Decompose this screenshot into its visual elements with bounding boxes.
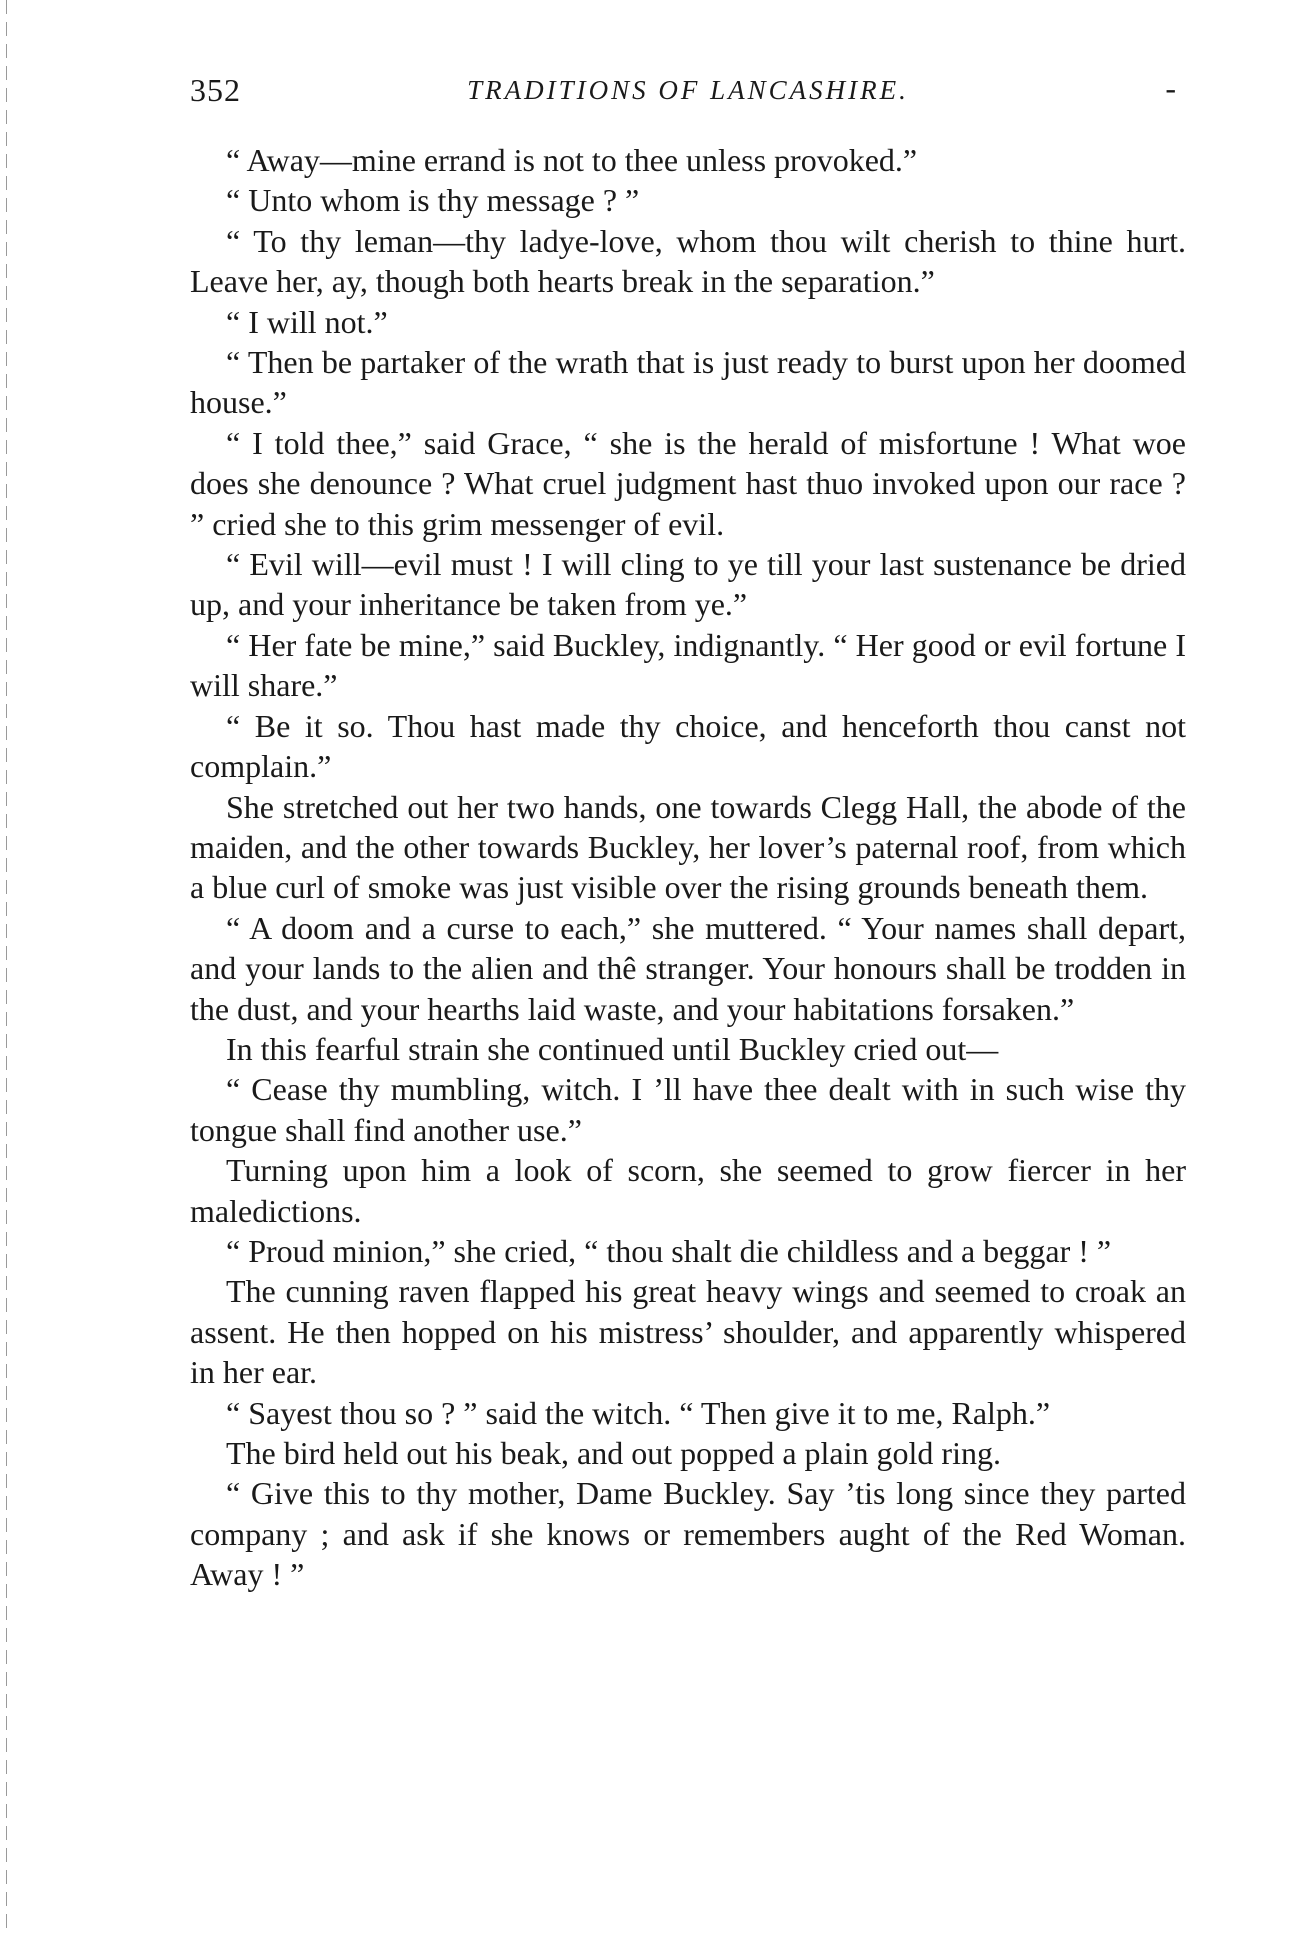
paragraph: “ Proud minion,” she cried, “ thou shalt die childless and a beggar ! ” (226, 1232, 1112, 1269)
running-head-mark: - (1165, 70, 1176, 106)
body-text (190, 140, 1186, 1595)
running-title: TRADITIONS OF LANCASHIRE. (467, 75, 909, 105)
paragraph: The bird held out his beak, and out popped a plain gold ring. (226, 1435, 1001, 1471)
paragraph: “ Away—mine errand is not to thee unless provoked.” (226, 142, 918, 178)
running-head (190, 68, 1186, 112)
paragraph: “ Unto whom is thy message ? ” (226, 182, 640, 219)
paragraph: “ Cease thy mumbling, witch. I ’ll have thee dealt with in such wise thy tongue shall find another use.” (190, 1071, 1186, 1148)
paragraph: “ To thy leman—thy ladye-love, whom thou wilt cherish to thine hurt. Leave her, ay, though both hearts break in the separation.” (190, 222, 1186, 300)
paragraph: “ Sayest thou so ? ” said the witch. “ Then give it to me, Ralph.” (226, 1394, 1051, 1431)
paragraph: “ Her fate be mine,” said Buckley, indignantly. “ Her good or evil fortune I will share.” (190, 626, 1186, 704)
paragraph: She stretched out her two hands, one towards Clegg Hall, the abode of the maiden, and the other towards Buckley, her lover’s paternal roof, from which a blue curl of smoke was just visible over the rising grounds beneath them. (190, 788, 1186, 906)
book-page (190, 68, 1186, 1595)
page-number: 352 (190, 72, 241, 108)
paragraph: “ Evil will—evil must ! I will cling to ye till your last sustenance be dried up, and your inheritance be taken from ye.” (190, 546, 1186, 623)
paragraph: “ I told thee,” said Grace, “ she is the herald of misfortune ! What woe does she denounce ? What cruel judgment hast thuo invoked upon our race ? ” cried she to this grim messenger of evil. (190, 424, 1186, 542)
paragraph: “ Give this to thy mother, Dame Buckley. Say ’tis long since they parted company ; and ask if she knows or remembers aught of the Red Woman. Away ! ” (190, 1475, 1186, 1593)
paragraph: In this fearful strain she continued until Buckley cried out— (226, 1030, 999, 1067)
paragraph: The cunning raven flapped his great heavy wings and seemed to croak an assent. He then hopped on his mistress’ shoulder, and apparently whispered in her ear. (190, 1273, 1186, 1391)
paragraph: “ I will not.” (226, 303, 388, 340)
page-gutter-line (6, 0, 7, 1933)
paragraph: “ Then be partaker of the wrath that is just ready to burst upon her doomed house.” (190, 344, 1186, 421)
paragraph: Turning upon him a look of scorn, she seemed to grow fiercer in her maledictions. (190, 1152, 1186, 1229)
paragraph: “ Be it so. Thou hast made thy choice, and henceforth thou canst not complain.” (190, 707, 1186, 785)
paragraph: “ A doom and a curse to each,” she muttered. “ Your names shall depart, and your lands to the alien and thê stranger. Your honours shall be trodden in the dust, and your hearths laid waste, and your habitations forsaken.” (190, 909, 1186, 1027)
